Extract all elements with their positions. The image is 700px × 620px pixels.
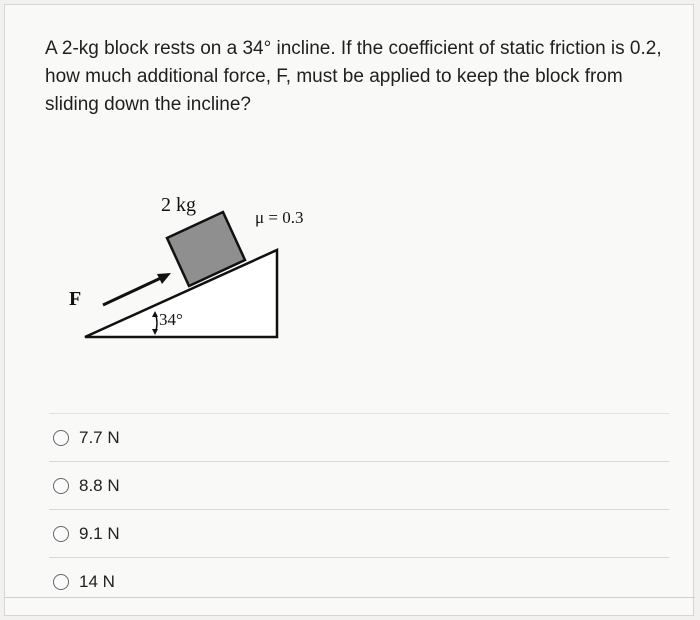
radio-button[interactable] — [53, 430, 69, 446]
incline-diagram — [65, 185, 325, 345]
option-label: 9.1 N — [79, 523, 120, 543]
radio-button[interactable] — [53, 478, 69, 494]
divider — [5, 597, 695, 598]
option-1[interactable] — [49, 413, 669, 461]
angle-label: 34° — [159, 310, 183, 329]
option-label: 7.7 N — [79, 427, 120, 447]
question-text: A 2-kg block rests on a 34° incline. If the coefficient of static friction is 0.2, how much additional force, F, must be applied to keep the block from sliding down the incline? — [45, 38, 662, 115]
question-card — [4, 4, 694, 616]
force-label: F — [69, 288, 82, 310]
option-3[interactable] — [49, 509, 669, 557]
option-2[interactable] — [49, 461, 669, 509]
radio-button[interactable] — [53, 526, 69, 542]
option-label: 8.8 N — [79, 475, 120, 495]
mass-label: 2 kg — [161, 194, 196, 216]
option-label: 14 N — [79, 571, 115, 591]
mu-label: μ = 0.3 — [255, 208, 304, 227]
answer-options — [49, 413, 669, 605]
radio-button[interactable] — [53, 574, 69, 590]
force-arrow — [103, 277, 163, 305]
